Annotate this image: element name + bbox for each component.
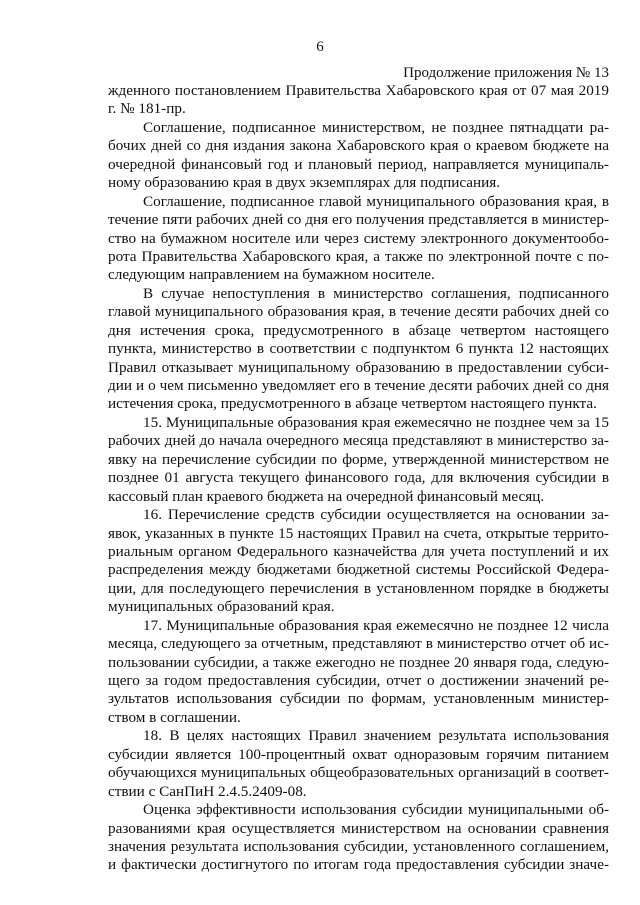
text-line: Оценка эффективности использования субсидии муниципальными об- <box>143 801 609 819</box>
appendix-continuation-label: Продолжение приложения № 13 <box>403 65 609 81</box>
paragraph <box>108 617 609 728</box>
text-line: 18. В целях настоящих Правил значением результата использования <box>143 727 609 745</box>
text-line: истечения срока, предусмотренного в абзаце четвертом настоящего пункта. <box>108 395 597 413</box>
text-line: явок, указанных в пункте 15 настоящих Правил на счета, открытые террито- <box>108 524 609 542</box>
text-line: ции, для последующего перечисления в установленном порядке в бюджеты <box>108 579 609 597</box>
text-line: позднее 01 августа текущего финансового года, для включения субсидии в <box>108 469 609 487</box>
paragraph <box>108 82 609 119</box>
text-line: и фактически достигнутого по итогам года предоставления субсидии значе- <box>108 856 609 874</box>
text-line: разованиями края осуществляется министерством на основании сравнения <box>108 819 609 837</box>
text-line: ствии с СанПиН 2.4.5.2409-08. <box>108 782 307 800</box>
text-line: 17. Муниципальные образования края ежемесячно не позднее 12 числа <box>143 616 609 634</box>
text-line: очередной финансовый год и плановый период, направляется муниципаль- <box>108 155 609 173</box>
text-line: 16. Перечисление средств субсидии осуществляется на основании за- <box>143 506 609 524</box>
text-line: г. № 181-пр. <box>108 100 186 118</box>
text-line: субсидии является 100-процентный охват одноразовым горячим питанием <box>108 745 609 763</box>
text-line: щего за годом предоставления субсидии, отчет о достижении значений ре- <box>108 672 609 689</box>
text-line: риальным органом Федерального казначейства для учета поступлений и их <box>108 542 609 560</box>
paragraph <box>108 727 609 801</box>
text-line: пункта, министерство в соответствии с подпунктом 6 пункта 12 настоящих <box>108 340 609 358</box>
text-line: дии и о чем письменно уведомляет его в течение десяти рабочих дней со дня <box>108 377 609 394</box>
text-line: Правил отказывает муниципальному образованию в предоставлении субси- <box>108 358 609 376</box>
text-line: дня истечения срока, предусмотренного в абзаце четвертом настоящего <box>108 321 609 339</box>
text-line: жденного постановлением Правительства Хабаровского края от 07 мая 2019 <box>108 82 609 99</box>
text-line: ство на бумажном носителе или через систему электронного документообо- <box>108 229 609 247</box>
text-line: значения результата использования субсидии, установленного соглашением, <box>108 837 609 855</box>
paragraph <box>108 801 609 875</box>
text-line: Соглашение, подписанное главой муниципального образования края, в <box>143 192 609 210</box>
document-body <box>108 82 609 875</box>
text-line: пользовании субсидии, а также ежегодно не позднее 20 января года, следую- <box>108 653 609 671</box>
text-line: рота Правительства Хабаровского края, а также по электронной почте с по- <box>108 247 609 265</box>
text-line: ством в соглашении. <box>108 708 241 726</box>
text-line: кассовый план краевого бюджета на очередной финансовый месяц. <box>108 487 545 505</box>
page-number: 6 <box>316 39 324 55</box>
text-line: муниципальных образований края. <box>108 598 335 616</box>
text-line: распределения между бюджетами бюджетной системы Российской Федера- <box>108 561 609 579</box>
text-line: бочих дней со дня издания закона Хабаровского края о краевом бюджете на <box>108 137 609 155</box>
paragraph <box>108 193 609 285</box>
text-line: месяца, следующего за отчетным, представляют в министерство отчет об ис- <box>108 635 609 653</box>
paragraph <box>108 506 609 617</box>
text-line: Соглашение, подписанное министерством, не позднее пятнадцати ра- <box>143 118 609 136</box>
text-line: зультатов использования субсидии по формам, установленным министер- <box>108 690 609 708</box>
text-line: следующим направлением на бумажном носителе. <box>108 266 435 284</box>
paragraph <box>108 285 609 414</box>
text-line: 15. Муниципальные образования края ежемесячно не позднее чем за 15 <box>143 413 609 431</box>
paragraph <box>108 119 609 193</box>
text-line: течение пяти рабочих дней со дня его получения представляется в министер- <box>108 211 609 229</box>
paragraph <box>108 414 609 506</box>
text-line: рабочих дней до начала очередного месяца представляют в министерство за- <box>108 432 609 450</box>
text-line: В случае непоступления в министерство соглашения, подписанного <box>143 284 609 302</box>
text-line: ному образованию края в двух экземплярах для подписания. <box>108 174 501 192</box>
text-line: обучающихся муниципальных общеобразовательных организаций в соответ- <box>108 764 609 782</box>
text-line: главой муниципального образования края, в течение десяти рабочих дней со <box>108 303 609 321</box>
text-line: явку на перечисление субсидии по форме, утвержденной министерством не <box>108 450 609 468</box>
